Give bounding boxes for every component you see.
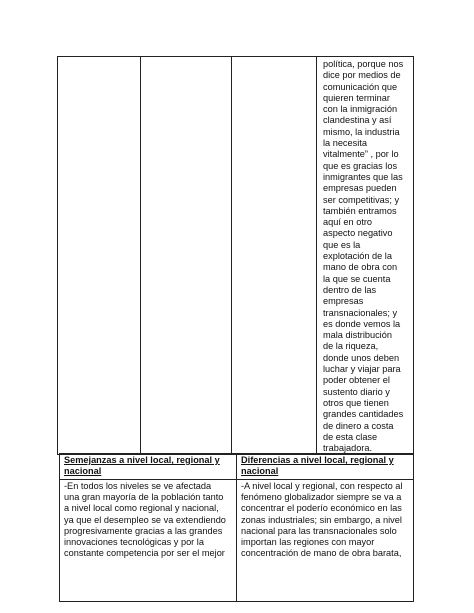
cell-line: inmigrantes que las [323, 171, 403, 182]
cell-line: que es la [323, 239, 361, 250]
text-cell [317, 57, 414, 455]
cell-line: ser competitivas; y [323, 194, 400, 205]
header-similarities-label: Semejanzas a nivel local, regional y nacional [64, 455, 220, 477]
cell-paragraph [323, 59, 409, 454]
similarities-cell [60, 480, 237, 602]
cell-line: también entramos [323, 205, 397, 216]
cell-line: empresas [323, 296, 364, 307]
cell-line: que es gracias los [323, 160, 398, 171]
cell-line: vitalmente” , por lo [323, 149, 399, 160]
cell-line: trabajadora. [323, 443, 373, 454]
cell-line: política, porque nos [323, 59, 404, 69]
cell-line: de esta clase [323, 431, 378, 442]
cell-line: la que se cuenta [323, 273, 391, 284]
cell-line: dentro de las [323, 284, 377, 295]
cell-line: otros que tienen [323, 397, 389, 408]
header-similarities [60, 454, 237, 480]
cell-line: con la inmigración [323, 104, 398, 115]
empty-cell-2 [141, 57, 232, 455]
cell-line: la necesita [323, 138, 367, 149]
similarities-text: -En todos los niveles se ve afectada una gran mayoría de la población tanto a nivel local como regional y nacional, ya que el desempleo se va extendiendo progresivamente gracias a las grandes innovaciones tecnológicas y por la constante competencia por ser el mejor [64, 481, 226, 559]
continuation-table [57, 56, 414, 455]
cell-line: explotación de la [323, 251, 392, 262]
cell-line: de dinero a costa [323, 420, 394, 431]
cell-line: transnacionales; y [323, 307, 398, 318]
comparison-table [59, 453, 414, 602]
cell-line: quieren terminar [323, 92, 390, 103]
cell-line: mismo, la industria [323, 126, 400, 137]
cell-line: aquí en otro [323, 217, 373, 228]
header-differences-label: Diferencias a nivel local, regional y nacional [241, 455, 394, 477]
cell-line: poder obtener el [323, 375, 390, 386]
header-differences [237, 454, 414, 480]
differences-cell [237, 480, 414, 602]
cell-line: luchar y viajar para [323, 364, 401, 375]
cell-line: grandes cantidades [323, 409, 404, 420]
cell-line: donde unos deben [323, 352, 400, 363]
cell-line: mala distribución [323, 330, 392, 341]
cell-line: dice por medios de [323, 70, 401, 81]
cell-line: sustento diario y [323, 386, 390, 397]
empty-cell-3 [232, 57, 317, 455]
cell-line: aspecto negativo [323, 228, 393, 239]
cell-line: es donde vemos la [323, 318, 401, 329]
empty-cell-1 [58, 57, 141, 455]
cell-line: de la riqueza, [323, 341, 379, 352]
cell-line: clandestina y así [323, 115, 392, 126]
cell-line: empresas pueden [323, 183, 397, 194]
cell-line: mano de obra con [323, 262, 398, 273]
cell-line: comunicación que [323, 81, 398, 92]
differences-text: -A nivel local y regional, con respecto al fenómeno globalizador siempre se va a concentrar el poderío económico en las zonas industriales; sin embargo, a nivel nacional para las transnacionales solo importan las regiones con mayor concentración de mano de obra barata, [241, 481, 403, 559]
